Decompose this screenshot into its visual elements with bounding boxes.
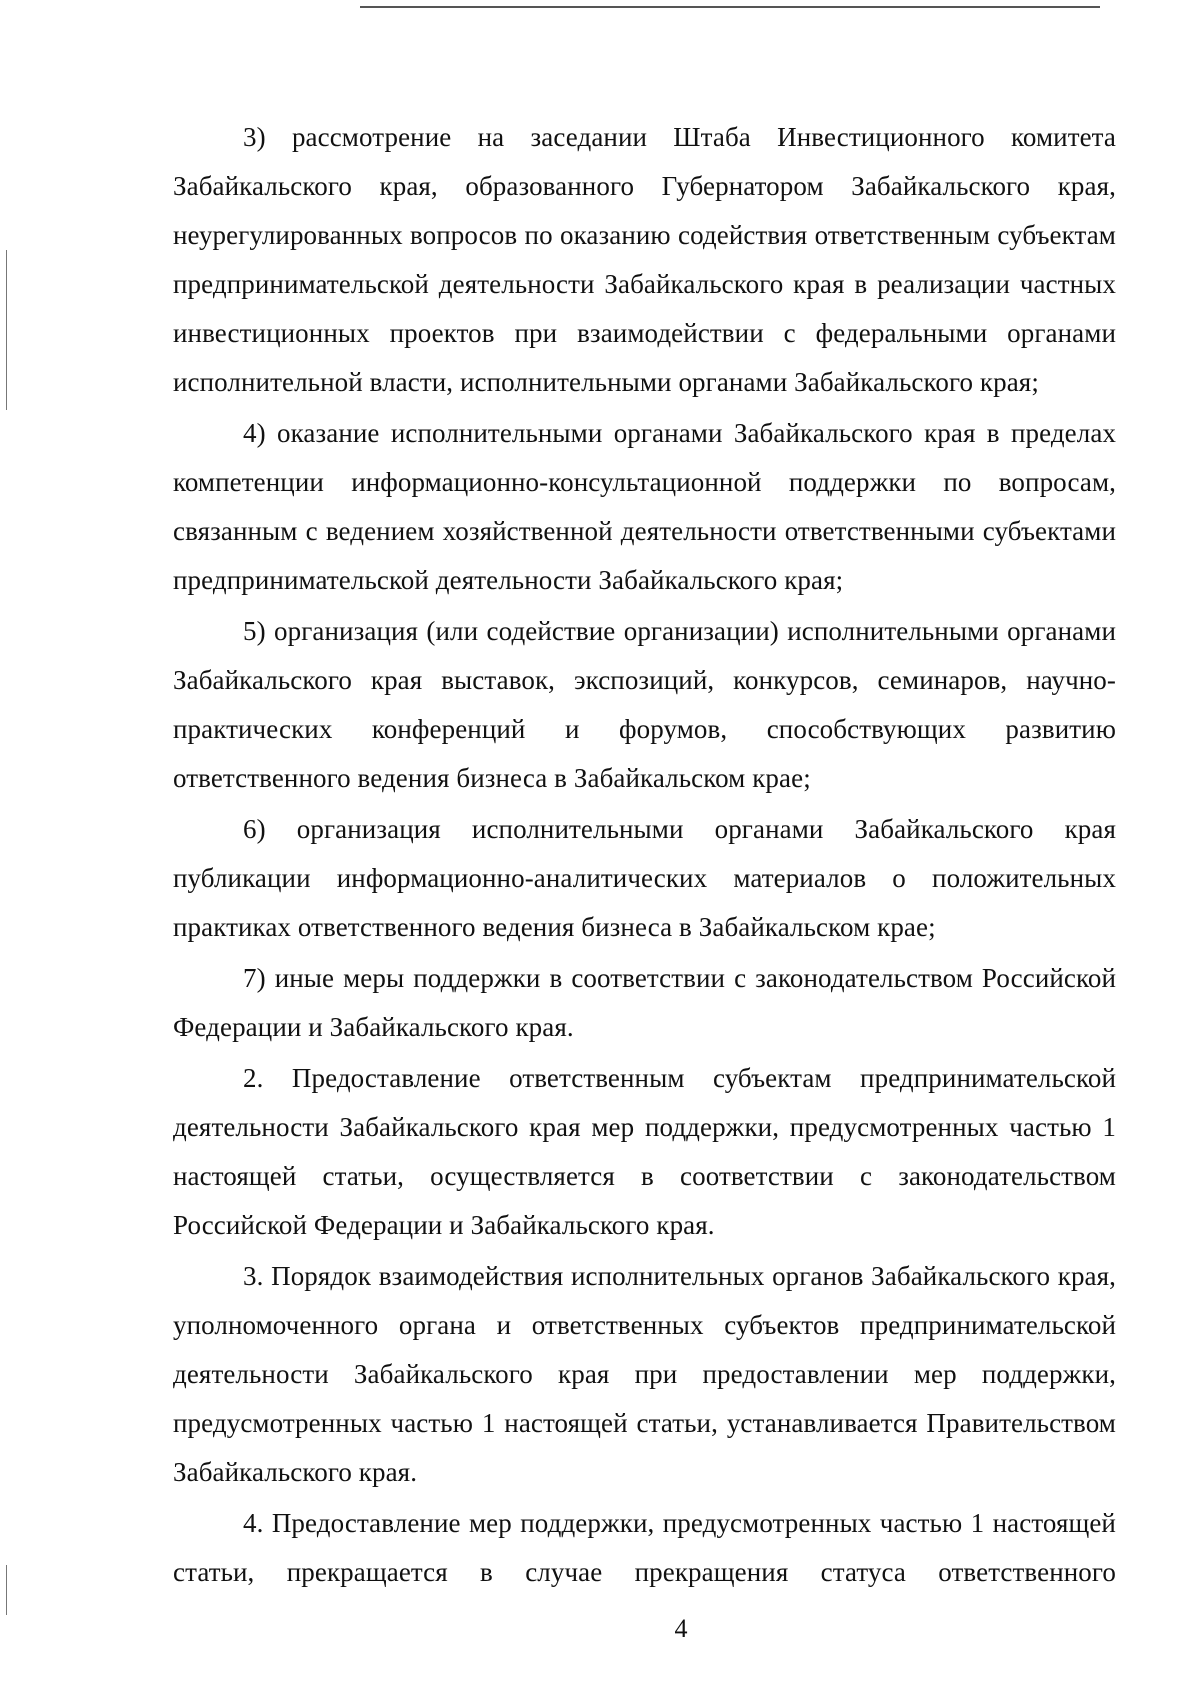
margin-mark: [6, 1565, 7, 1615]
paragraph-item-6: 6) организация исполнительными органами Забайкальского края публикации информационно-аналитических материалов о положительных практиках ответственного ведения бизнеса в Забайкальском крае;: [173, 814, 1116, 942]
page-number: 4: [674, 1614, 688, 1643]
paragraph-item-3: 3) рассмотрение на заседании Штаба Инвестиционного комитета Забайкальского края, образованного Губернатором Забайкальского края, неурегулированных вопросов по оказанию содействия ответственным субъектам предпринимательской деятельности Забайкальского края в реализации частных инвестиционных проектов при взаимодействии с федеральными органами исполнительной власти, исполнительными органами Забайкальского края;: [173, 122, 1116, 397]
paragraph-part-4: 4. Предоставление мер поддержки, предусмотренных частью 1 настоящей статьи, прекращается в случае прекращения статуса ответственного: [173, 1508, 1116, 1587]
paragraph-item-5: 5) организация (или содействие организации) исполнительными органами Забайкальского края выставок, экспозиций, конкурсов, семинаров, научно-практических конференций и форумов, способствующих развитию ответственного ведения бизнеса в Забайкальском крае;: [173, 616, 1116, 793]
document-body: [173, 113, 1116, 1597]
paragraph-part-3: 3. Порядок взаимодействия исполнительных органов Забайкальского края, уполномоченного органа и ответственных субъектов предпринимательской деятельности Забайкальского края при предоставлении мер поддержки, предусмотренных частью 1 настоящей статьи, устанавливается Правительством Забайкальского края.: [173, 1261, 1116, 1487]
paragraph-item-4: 4) оказание исполнительными органами Забайкальского края в пределах компетенции информационно-консультационной поддержки по вопросам, связанным с ведением хозяйственной деятельности ответственными субъектами предпринимательской деятельности Забайкальского края;: [173, 418, 1116, 595]
paragraph-part-2: 2. Предоставление ответственным субъектам предпринимательской деятельности Забайкальского края мер поддержки, предусмотренных частью 1 настоящей статьи, осуществляется в соответствии с законодательством Российской Федерации и Забайкальского края.: [173, 1063, 1116, 1240]
top-rule: [360, 6, 1100, 8]
margin-mark: [6, 250, 7, 410]
paragraph-item-7: 7) иные меры поддержки в соответствии с законодательством Российской Федерации и Забайкальского края.: [173, 963, 1116, 1042]
